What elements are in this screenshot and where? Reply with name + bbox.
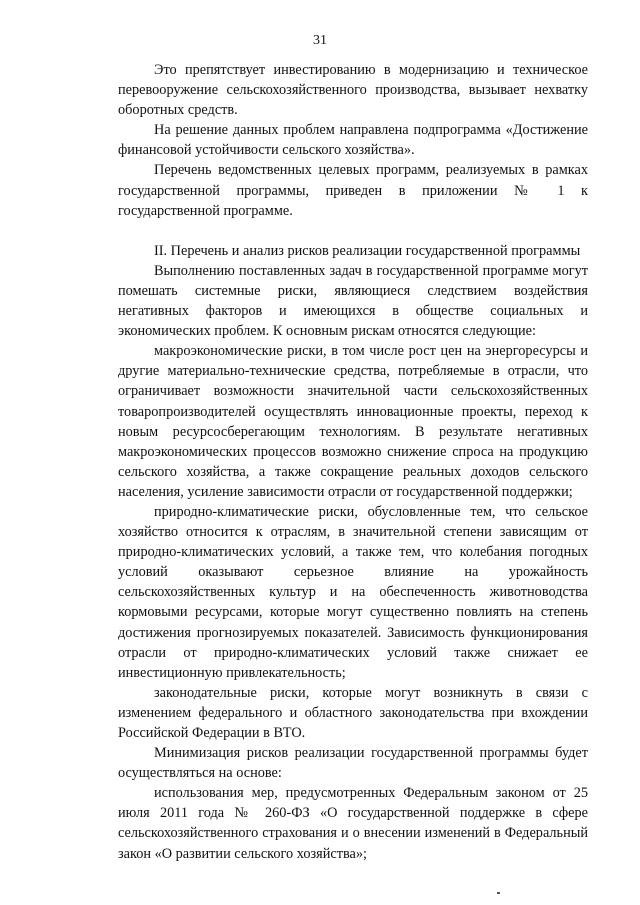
paragraph-legislative-risks: законодательные риски, которые могут возникнуть в связи с изменением федерального и областного законодательства при вхождении Российской Федерации в ВТО. <box>118 684 588 741</box>
paragraph-federal-law: использования мер, предусмотренных Федеральным законом от 25 июля 2011 года № 260-ФЗ «О государственной поддержке в сфере сельскохозяйственного страхования и о внесении изменений в Федеральный закон «О развитии сельского хозяйства»; <box>118 785 588 862</box>
page-number: 31 <box>313 33 327 48</box>
section-heading: II. Перечень и анализ рисков реализации государственной программы <box>154 242 581 259</box>
paragraph-macroeconomic-risks: макроэкономические риски, в том числе рост цен на энергоресурсы и другие материально-технические средства, потребляемые в отрасли, что ограничивает возможности значительной части сельскохозяйственных товаропроизводителей осуществлять инновационные проекты, переход к новым ресурсосберегающим технологиям. В результате негативных макроэкономических процессов возможно снижение спроса на продукцию сельского хозяйства, а также сокращение реальных доходов сельского населения, усиление зависимости отрасли от государственной поддержки; <box>118 343 588 500</box>
paragraph-target-programs: Перечень ведомственных целевых программ, реализуемых в рамках государственной программы, приведен в приложении № 1 к государственной программе. <box>118 162 588 219</box>
paragraph-subprogram: На решение данных проблем направлена подпрограмма «Достижение финансовой устойчивости сельского хозяйства». <box>118 122 588 159</box>
paragraph-investment: Это препятствует инвестированию в модернизацию и техническое перевооружение сельскохозяйственного производства, вызывает нехватку оборотных средств. <box>118 62 588 119</box>
scan-artifact <box>497 892 500 894</box>
document-body <box>118 60 588 864</box>
paragraph-risks-intro: Выполнению поставленных задач в государственной программе могут помешать системные риски, являющиеся следствием воздействия негативных факторов и имеющихся в обществе социальных и экономических проблем. К основным рискам относятся следующие: <box>118 262 588 340</box>
paragraph-climate-risks: природно-климатические риски, обусловленные тем, что сельское хозяйство относится к отраслям, в значительной степени зависящим от природно-климатических условий, а также тем, что колебания погодных условий оказывают серьезное влияние на урожайность сельскохозяйственных культур и на обеспеченность животноводства кормовыми ресурсами, которые могут существенно повлиять на степень достижения прогнозируемых показателей. Зависимость функционирования отрасли от природно-климатических условий также снижает ее инвестиционную привлекательность; <box>118 503 588 681</box>
paragraph-minimization: Минимизация рисков реализации государственной программы будет осуществляться на основе: <box>118 745 588 782</box>
